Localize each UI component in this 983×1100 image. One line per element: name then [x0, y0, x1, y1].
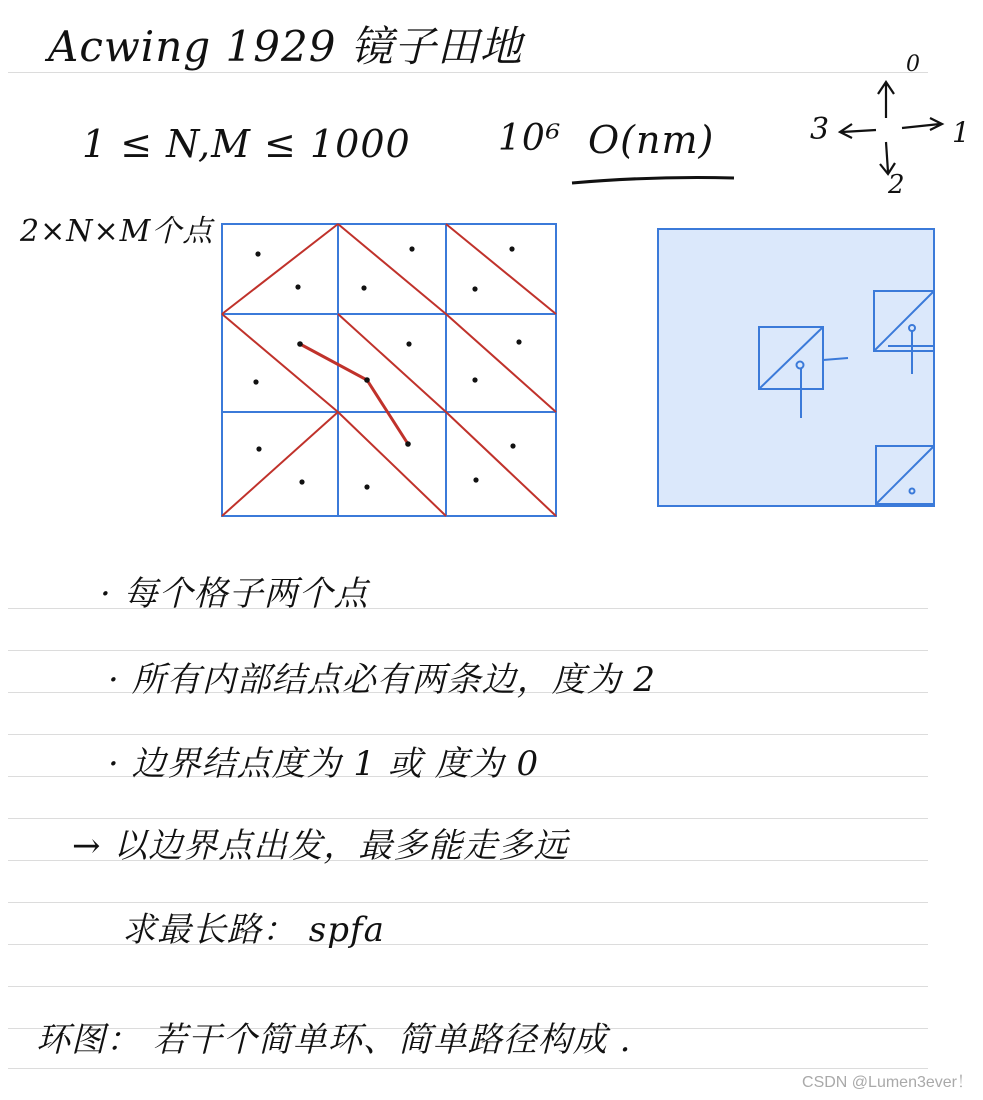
- cell-node-dot: [797, 362, 804, 369]
- note-item: · 边界结点度为 1 或 度为 0: [108, 744, 540, 784]
- arrow-up-icon: [878, 82, 894, 118]
- note-item: · 每个格子两个点: [100, 574, 369, 614]
- power-text: 10⁶: [498, 118, 562, 159]
- mirror-line: [338, 412, 446, 516]
- panel-box: [658, 229, 934, 506]
- direction-left-label: 3: [810, 112, 831, 147]
- mirror-line: [446, 314, 556, 412]
- node-dot: [255, 251, 260, 256]
- node-dot: [472, 377, 477, 382]
- node-dot: [361, 285, 366, 290]
- constraint-text: 1 ≤ N,M ≤ 1000: [82, 122, 411, 166]
- mirror-grid-diagram: [222, 224, 556, 516]
- node-dot: [297, 341, 303, 347]
- node-dot: [509, 246, 514, 251]
- mirror-line: [446, 224, 556, 314]
- mirror-line: [338, 224, 446, 314]
- mirror-line: [222, 224, 338, 314]
- node-dot: [510, 443, 515, 448]
- mirror-line: [222, 412, 338, 516]
- note-item: → 以边界点出发，最多能走多远: [72, 826, 569, 866]
- mirror-line: [222, 314, 338, 412]
- note-item: 环图： 若干个简单环、简单路径构成 .: [36, 1020, 632, 1060]
- node-dot: [295, 284, 300, 289]
- node-dot: [253, 379, 258, 384]
- big-o-text: O(nm): [588, 118, 715, 162]
- node-dot: [472, 286, 477, 291]
- node-dot: [364, 484, 369, 489]
- node-dot: [473, 477, 478, 482]
- cell-node-dot: [909, 325, 915, 331]
- cell-node-dot: [910, 489, 915, 494]
- direction-down-label: 2: [888, 170, 906, 200]
- direction-right-label: 1: [952, 116, 971, 149]
- node-dot: [516, 339, 521, 344]
- note-item: · 所有内部结点必有两条边，度为 2: [108, 660, 657, 700]
- node-dot: [299, 479, 304, 484]
- node-dot: [364, 377, 370, 383]
- note-item: 求最长路： spfa: [122, 910, 385, 950]
- node-dot: [256, 446, 261, 451]
- points-note: 2×N×M个点: [20, 214, 214, 249]
- page-title: Acwing 1929 镜子田地: [48, 22, 523, 71]
- mirror-line: [446, 412, 556, 516]
- node-dot: [406, 341, 411, 346]
- underline-stroke: [572, 178, 734, 183]
- node-dot: [409, 246, 414, 251]
- arrow-down-icon: [880, 142, 895, 174]
- node-dot: [405, 441, 411, 447]
- direction-up-label: 0: [906, 52, 921, 77]
- mirror-line: [338, 314, 446, 412]
- watermark-text: CSDN @Lumen3ever！: [802, 1074, 973, 1091]
- arrow-left-icon: [840, 124, 876, 138]
- boundary-panel-diagram: [658, 229, 934, 506]
- arrow-right-icon: [902, 118, 942, 130]
- direction-compass: [840, 82, 942, 174]
